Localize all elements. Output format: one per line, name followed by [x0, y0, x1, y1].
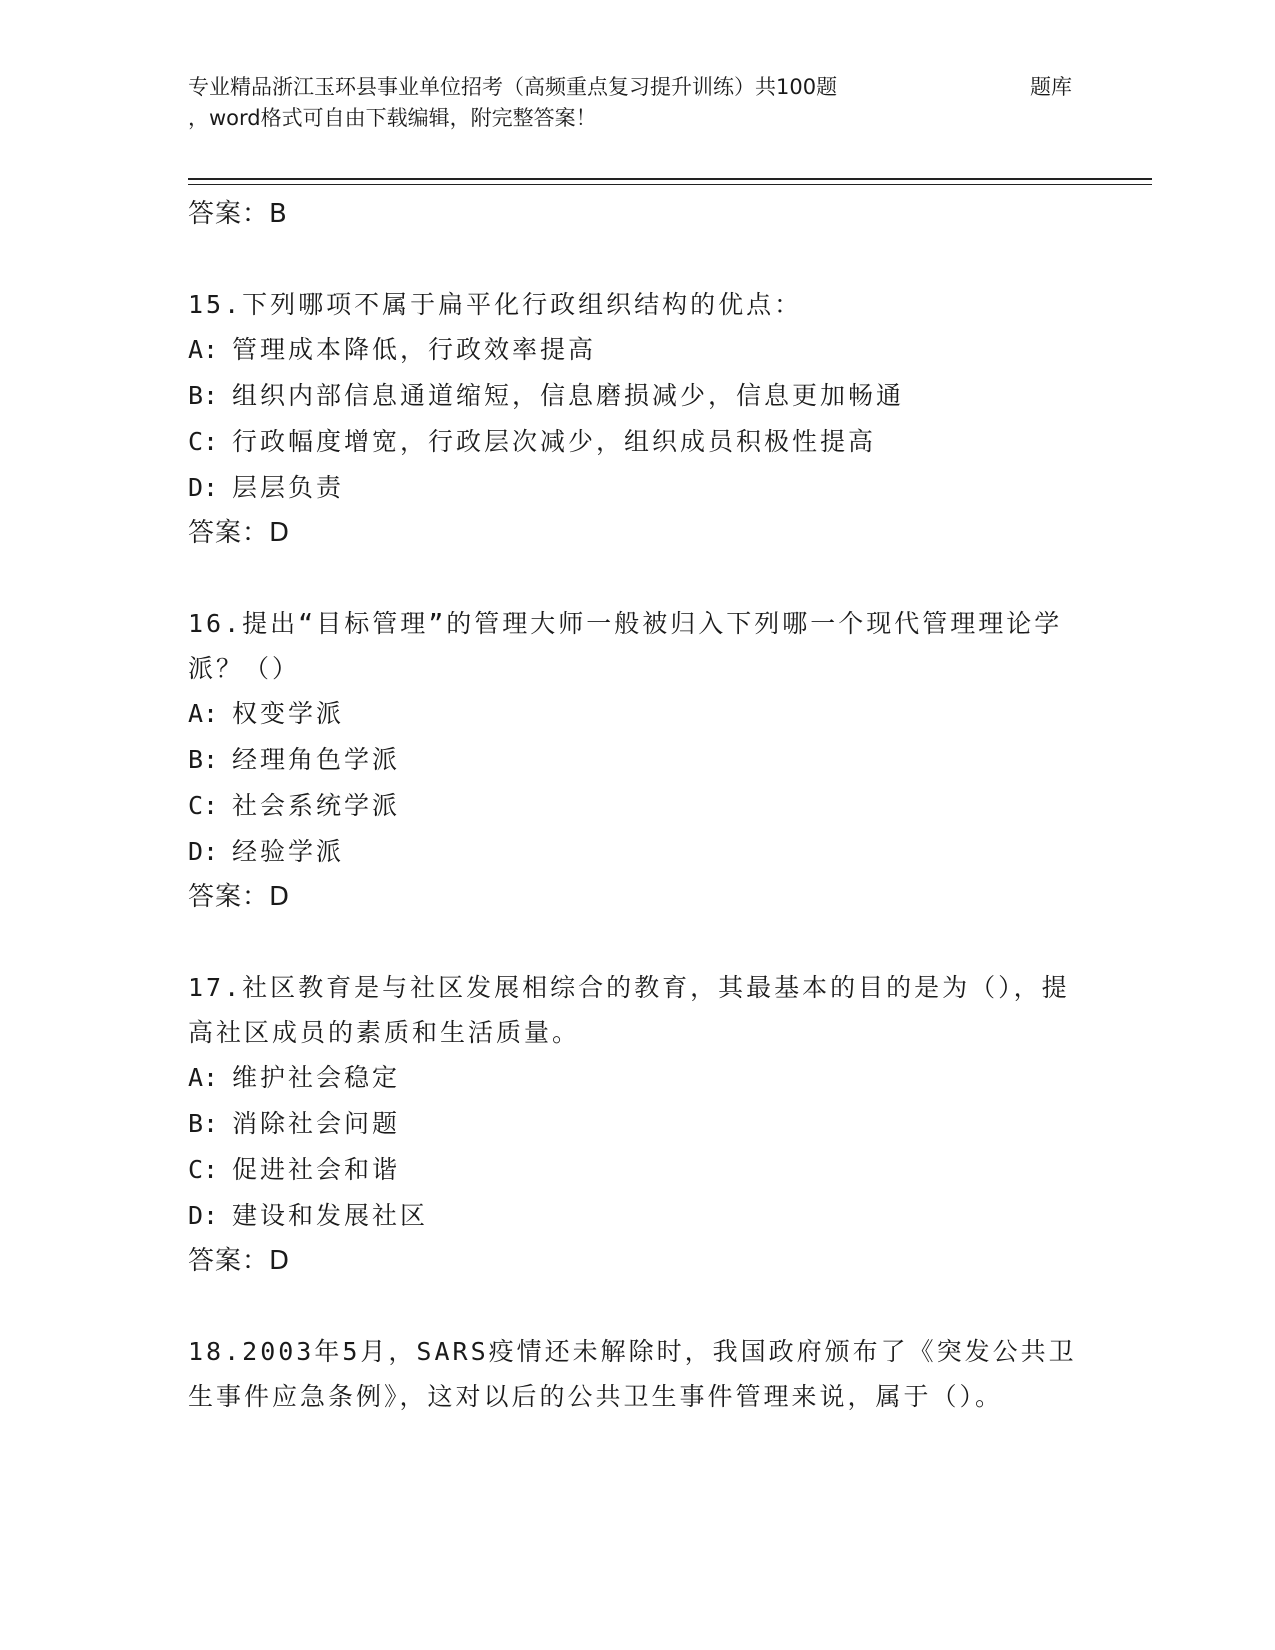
option-d: [188, 1193, 1088, 1239]
option-text: 消除社会问题: [232, 1109, 401, 1138]
answer: 答案：D: [188, 1246, 291, 1276]
option-letter: B:: [188, 1109, 219, 1138]
option-text: 权变学派: [232, 699, 345, 728]
question-stem: 16.提出“目标管理”的管理大师一般被归入下列哪一个现代管理理论学派？（）: [188, 609, 1063, 683]
option-text: 社会系统学派: [232, 791, 401, 820]
question-16: [188, 601, 1088, 919]
header-divider-thin: [188, 184, 1152, 185]
option-letter: C:: [188, 791, 219, 820]
option-letter: D:: [188, 837, 219, 866]
option-letter: C:: [188, 427, 219, 456]
option-letter: A:: [188, 699, 219, 728]
option-text: 经验学派: [232, 837, 345, 866]
option-a: [188, 327, 1088, 373]
header-tag: 题库: [1030, 75, 1072, 99]
option-a: [188, 691, 1088, 737]
option-d: [188, 465, 1088, 511]
question-15: [188, 282, 1088, 555]
header-title-line: [188, 72, 1088, 103]
option-c: [188, 1147, 1088, 1193]
answer: 答案：D: [188, 518, 291, 548]
option-b: [188, 373, 1088, 419]
option-text: 管理成本降低，行政效率提高: [232, 335, 597, 364]
question-stem: 18.2003年5月，SARS疫情还未解除时，我国政府颁布了《突发公共卫生事件应急条例》，这对以后的公共卫生事件管理来说，属于（）。: [188, 1337, 1077, 1411]
header-divider: [188, 178, 1152, 180]
question-18: [188, 1329, 1088, 1419]
header-subtitle: ，word格式可自由下载编辑，附完整答案！: [188, 106, 597, 130]
question-17: [188, 965, 1088, 1283]
option-a: [188, 1055, 1088, 1101]
option-text: 行政幅度增宽，行政层次减少，组织成员积极性提高: [232, 427, 877, 456]
document-header: [188, 72, 1088, 134]
option-letter: D:: [188, 473, 219, 502]
option-b: [188, 737, 1088, 783]
option-letter: A:: [188, 1063, 219, 1092]
answer: 答案：D: [188, 882, 291, 912]
option-letter: C:: [188, 1155, 219, 1184]
option-c: [188, 419, 1088, 465]
header-title: 专业精品浙江玉环县事业单位招考（高频重点复习提升训练）共100题: [188, 75, 838, 99]
previous-answer: 答案：B: [188, 199, 288, 229]
option-b: [188, 1101, 1088, 1147]
option-text: 组织内部信息通道缩短，信息磨损减少，信息更加畅通: [232, 381, 905, 410]
option-text: 促进社会和谐: [232, 1155, 401, 1184]
question-stem: 15.下列哪项不属于扁平化行政组织结构的优点：: [188, 290, 803, 319]
option-letter: B:: [188, 745, 219, 774]
option-text: 维护社会稳定: [232, 1063, 401, 1092]
option-d: [188, 829, 1088, 875]
question-stem: 17.社区教育是与社区发展相综合的教育，其最基本的目的是为（），提高社区成员的素质和生活质量。: [188, 973, 1070, 1047]
option-text: 建设和发展社区: [232, 1201, 429, 1230]
option-text: 经理角色学派: [232, 745, 401, 774]
option-letter: D:: [188, 1201, 219, 1230]
document-body: [188, 192, 1088, 1419]
option-letter: A:: [188, 335, 219, 364]
option-c: [188, 783, 1088, 829]
option-letter: B:: [188, 381, 219, 410]
option-text: 层层负责: [232, 473, 345, 502]
